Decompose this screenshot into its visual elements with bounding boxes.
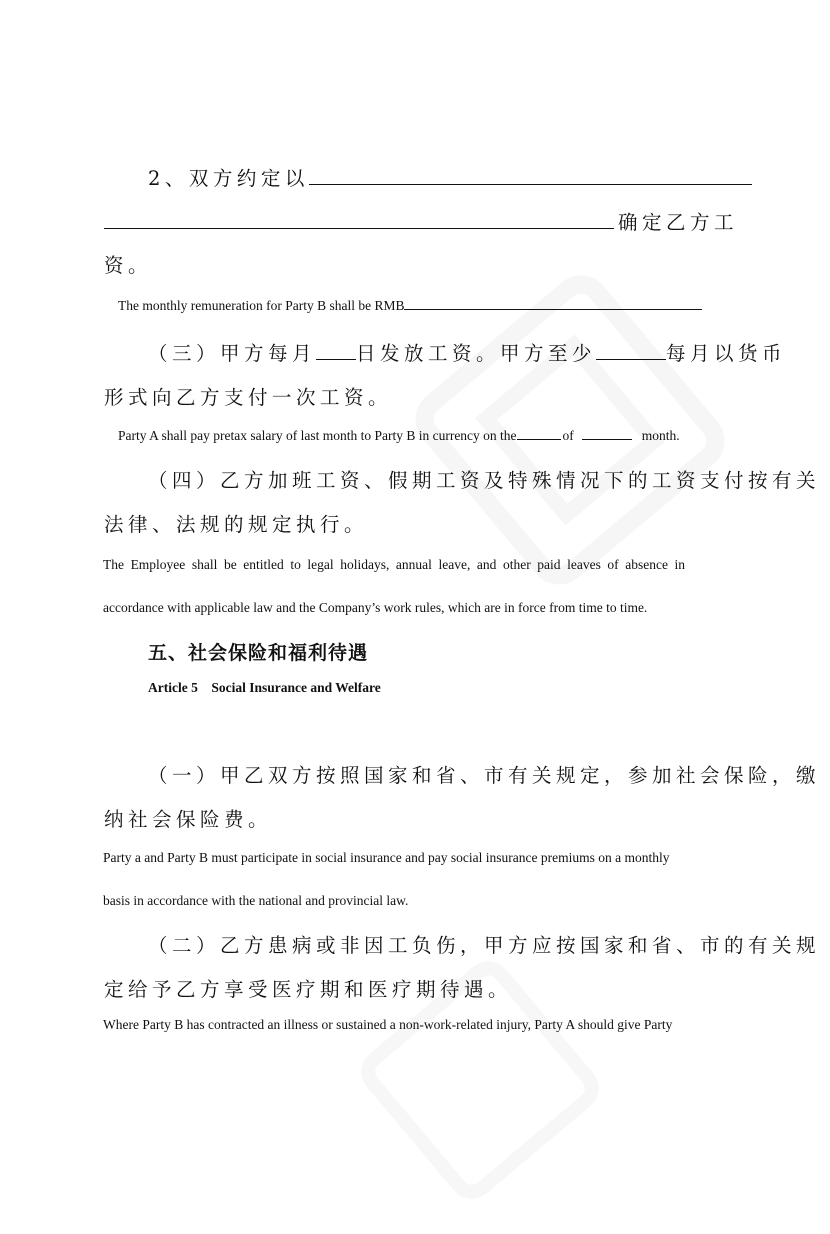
clause2-prefix: 2、双方约定以 [148,167,309,190]
item3-line2: 形式向乙方支付一次工资。 [104,386,393,409]
remuneration-blank[interactable] [404,308,702,310]
clause2-suffix: 确定乙方工 [618,211,739,234]
s5-item1-line1: （一）甲乙双方按照国家和省、市有关规定，参加社会保险，缴 [148,764,821,787]
section5-title-zh: 五、社会保险和福利待遇 [148,642,369,664]
clause2-blank-1[interactable] [309,183,752,185]
item3-part3: 每月以货币 [666,342,787,365]
item3-en-blank-day[interactable] [517,438,561,440]
pay-day-blank[interactable] [316,358,356,360]
remuneration-en: The monthly remuneration for Party B shall be RMB [118,298,405,313]
item3-en-line [118,428,680,444]
clause2-line2 [104,207,738,235]
s5-item2-line2: 定给予乙方享受医疗期和医疗期待遇。 [104,978,513,1001]
item3-en-part3: month. [641,428,680,443]
item4-en-line2: accordance with applicable law and the Company’s work rules, which are in force from time to time. [103,600,648,615]
clause2-end: 资。 [104,254,153,277]
item3-en-part2: of [562,428,574,443]
watermark-logo-bottom [324,926,636,1233]
item3-part2: 日发放工资。甲方至少 [356,342,597,365]
item3-en-part1: Party A shall pay pretax salary of last month to Party B in currency on the [118,428,517,443]
frequency-blank[interactable] [596,358,666,360]
item4-line1: （四）乙方加班工资、假期工资及特殊情况下的工资支付按有关 [148,469,821,492]
clause2-blank-2[interactable] [104,227,614,229]
item4-line2: 法律、法规的规定执行。 [104,513,369,536]
remuneration-en-line [118,298,702,314]
section5-title-en: Article 5 Social Insurance and Welfare [148,680,381,695]
item3-en-blank-month[interactable] [582,438,632,440]
s5-item1-line2: 纳社会保险费。 [104,808,273,831]
s5-item2-en1: Where Party B has contracted an illness or sustained a non-work-related injury, Party A should give Party [103,1017,673,1032]
item4-en-line1: The Employee shall be entitled to legal holidays, annual leave, and other paid leaves of absence in [103,557,686,572]
s5-item1-en1: Party a and Party B must participate in social insurance and pay social insurance premiums on a monthly [103,850,670,865]
s5-item2-line1: （二）乙方患病或非因工负伤，甲方应按国家和省、市的有关规 [148,934,821,957]
clause2-line1 [148,163,752,191]
s5-item1-en2: basis in accordance with the national and provincial law. [103,893,409,908]
item3-line1 [148,338,786,366]
item3-part1: （三）甲方每月 [148,342,317,365]
